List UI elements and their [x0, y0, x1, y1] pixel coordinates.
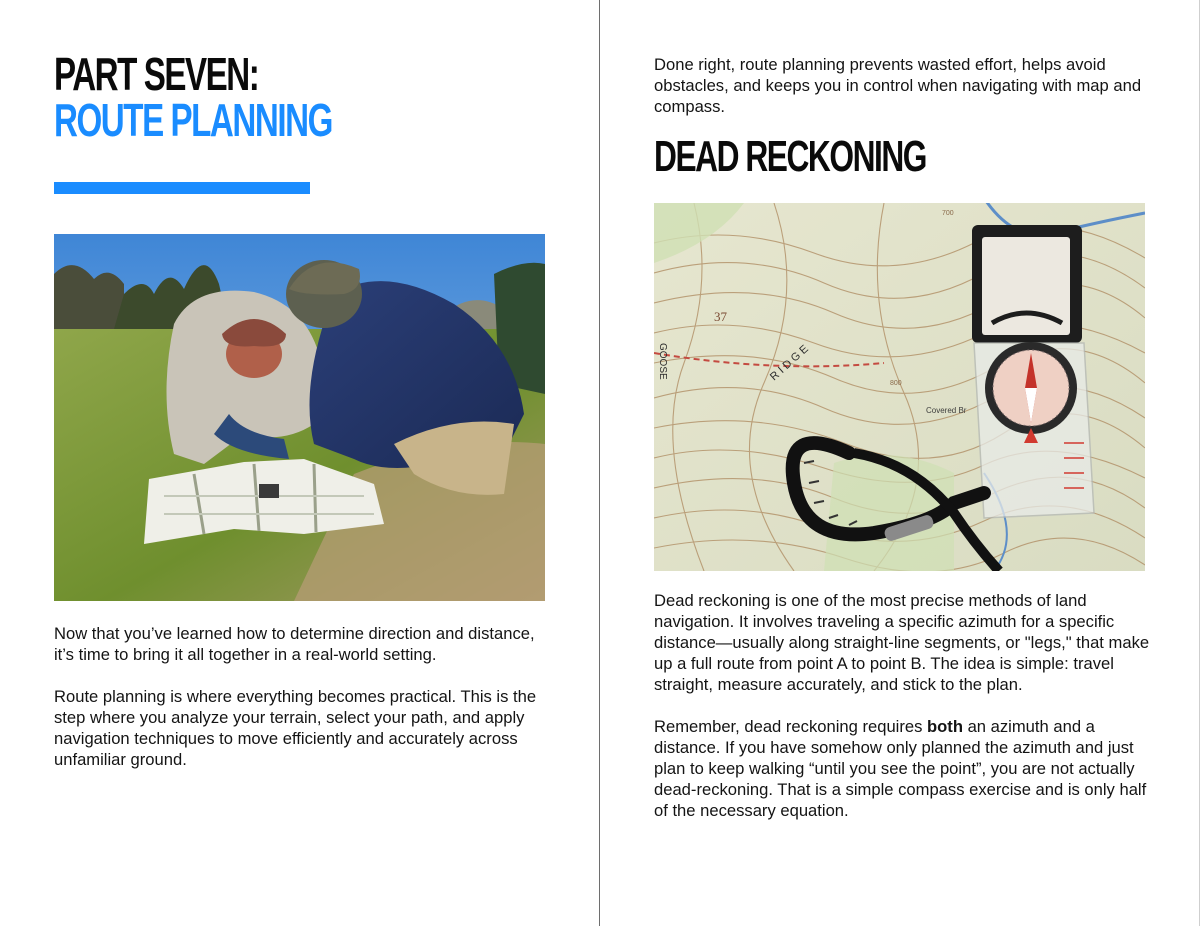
page-divider [599, 0, 600, 926]
paragraph: Now that you’ve learned how to determine direction and distance, it’s time to bring it all together in a real-world setting. [54, 624, 535, 664]
map-label-elevation: 800 [890, 380, 902, 387]
accent-bar [54, 182, 310, 194]
paragraph: Dead reckoning is one of the most precise methods of land navigation. It involves traveling a specific azimuth for a specific distance—usually along straight-line segments, or "legs," that make up a full route from point A to point B. The idea is simple: travel straight, measure accurately, and stick to the plan. [654, 591, 1150, 694]
map-label-37: 37 [714, 309, 727, 324]
left-body-text [54, 623, 549, 770]
section-heading: ROUTE PLANNING [54, 94, 332, 146]
map-label-ridge: RIDGE [767, 340, 814, 384]
map-label-covered-bridge: Covered Br [926, 406, 967, 415]
paragraph [654, 716, 1154, 821]
paragraph: Route planning is where everything becomes practical. This is the step where you analyze your terrain, select your path, and apply navigation techniques to move efficiently and accurately across unfamiliar ground. [54, 687, 537, 769]
dead-reckoning-heading: DEAD RECKONING [654, 132, 927, 181]
paragraph: Done right, route planning prevents wasted effort, helps avoid obstacles, and keeps you in control when navigating with map and compass. [654, 55, 1142, 116]
field-navigation-photo [54, 234, 545, 601]
map-label-goose: GOOSE [657, 343, 668, 380]
text-span: Remember, dead reckoning requires [654, 717, 928, 736]
part-heading: PART SEVEN: [54, 48, 259, 100]
emphasis-both: both [927, 717, 963, 736]
right-body-text [654, 590, 1154, 821]
text-span: an azimuth and a distance. If you have somehow only planned the azimuth and just plan to keep walking “until you see the point”, you are not actually dead-reckoning. That is a simple compass exercise and is only half of the necessary equation. [654, 717, 1147, 820]
map-and-compass-photo [654, 203, 1145, 571]
intro-paragraph [654, 54, 1149, 117]
map-label-elevation: 700 [942, 210, 954, 217]
